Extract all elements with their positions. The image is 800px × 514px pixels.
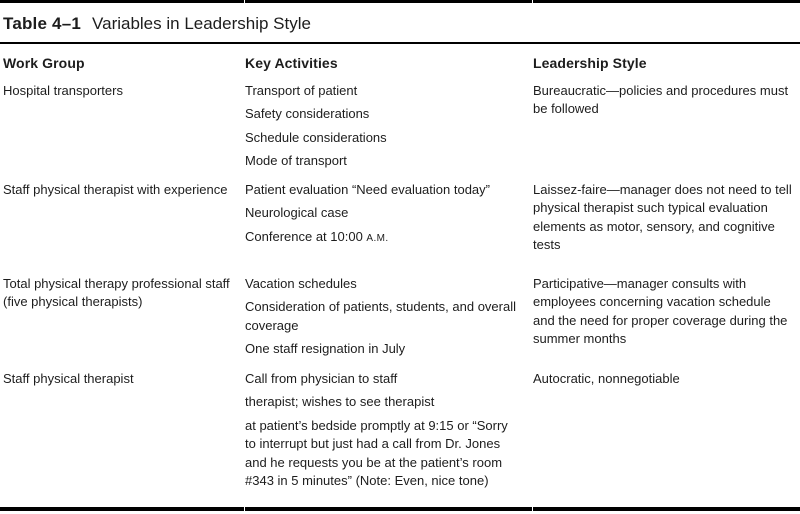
- key-activities-cell: [245, 370, 533, 491]
- column-header-leadership-style: Leadership Style: [533, 55, 647, 71]
- table-caption: Variables in Leadership Style: [92, 14, 311, 33]
- activity-item: Vacation schedules: [245, 275, 357, 291]
- activity-item: Schedule considerations: [245, 129, 387, 145]
- work-group-cell: Hospital transporters: [3, 82, 123, 98]
- activity-item: [245, 228, 517, 249]
- table-row: [0, 82, 800, 171]
- leadership-style-cell: Bureaucratic—policies and procedures must be followed: [533, 82, 789, 116]
- activity-item: Patient evaluation “Need evaluation today”: [245, 181, 490, 197]
- work-group-cell: Staff physical therapist: [3, 370, 134, 386]
- activity-item: Consideration of patients, students, and overall coverage: [245, 299, 517, 333]
- table-row: [0, 370, 800, 500]
- table-row: [0, 275, 800, 360]
- key-activities-cell: [245, 275, 533, 359]
- activity-item: Neurological case: [245, 205, 349, 220]
- work-group-cell: Total physical therapy professional staff (five physical therapists): [3, 275, 230, 309]
- key-activities-cell: [245, 181, 533, 249]
- am-small-caps: A.M.: [366, 232, 389, 244]
- activity-item-text: Conference at 10:00: [245, 228, 367, 244]
- activity-item: Transport of patient: [245, 82, 358, 98]
- table-row: [0, 181, 800, 265]
- activity-item: Call from physician to staff: [245, 370, 398, 386]
- column-header-key-activities: Key Activities: [245, 55, 338, 71]
- key-activities-cell: [245, 82, 533, 171]
- table-top-border: [0, 0, 800, 3]
- header-row: [0, 44, 800, 82]
- leadership-style-cell: Participative—manager consults with employees concerning vacation schedule and the need for proper coverage during the summer months: [533, 275, 788, 346]
- table-number: Table 4–1: [3, 14, 82, 33]
- activity-item: One staff resignation in July: [245, 341, 406, 356]
- work-group-cell: Staff physical therapist with experience: [3, 181, 228, 197]
- activity-item: Safety considerations: [245, 106, 370, 121]
- column-header-work-group: Work Group: [3, 55, 85, 71]
- table-title: [0, 3, 800, 42]
- activity-item: Mode of transport: [245, 153, 347, 168]
- leadership-style-cell: Laissez-faire—manager does not need to tell physical therapist such typical evaluation elements as motor, sensory, and cognitive tests: [533, 181, 792, 252]
- leadership-style-cell: Autocratic, nonnegotiable: [533, 370, 680, 386]
- activity-item: at patient’s bedside promptly at 9:15 or “Sorry to interrupt but just had a call from Dr. Jones and he requests you be at the patient’s room #343 in 5 minutes” (Note: Even, nice tone): [245, 417, 508, 488]
- activity-item: therapist; wishes to see therapist: [245, 394, 435, 409]
- table-bottom-border: [0, 507, 800, 511]
